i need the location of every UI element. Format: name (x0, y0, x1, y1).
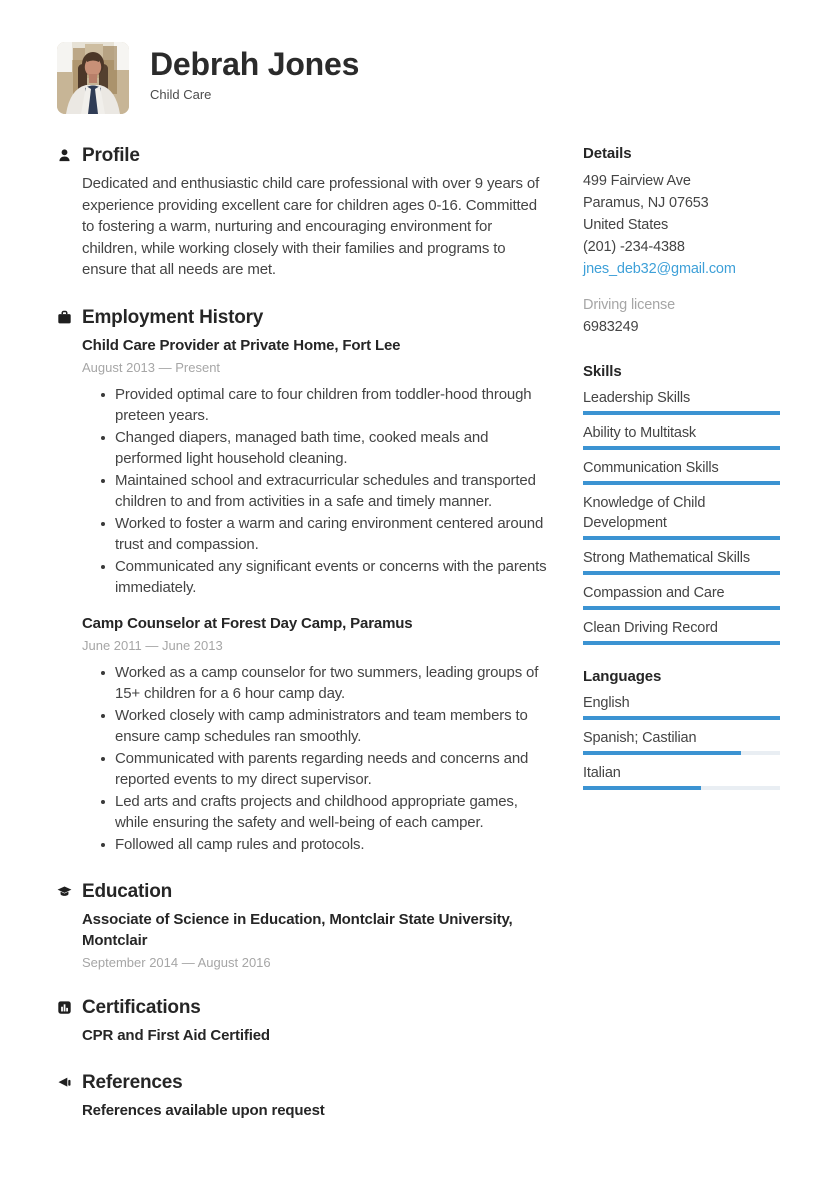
skill-item (583, 423, 780, 450)
portrait-illustration (57, 42, 129, 114)
job-bullet (82, 748, 549, 791)
candidate-name: Debrah Jones (150, 46, 360, 82)
bullet-text: Worked to foster a warm and caring environment centered around trust and compassion. (115, 514, 544, 553)
language-item-bar (583, 751, 780, 755)
skill-item-bar (583, 411, 780, 415)
main-column (57, 144, 549, 1146)
employment-heading: Employment History (82, 306, 264, 328)
candidate-job-title: Child Care (150, 87, 212, 102)
bullet-dot (101, 393, 105, 397)
job-bullet (82, 513, 549, 556)
bullet-dot (101, 714, 105, 718)
email-link[interactable]: jnes_deb32@gmail.com (583, 261, 736, 277)
certification-text: CPR and First Aid Certified (82, 1027, 270, 1044)
skill-item-bar-fill (583, 411, 780, 415)
job-bullet (82, 384, 549, 427)
education-section (57, 880, 549, 971)
skill-item-bar (583, 536, 780, 540)
skill-item (583, 618, 780, 645)
skill-item (583, 583, 780, 610)
bullet-text: Worked as a camp counselor for two summers, leading groups of 15+ children for a 6 hour camp day. (115, 663, 539, 702)
language-item-bar (583, 786, 780, 790)
driving-license-label: Driving license (583, 297, 676, 313)
skill-item-label: Leadership Skills (583, 390, 691, 406)
job-entry (82, 613, 549, 856)
job-title: Child Care Provider at Private Home, Fort Lee (82, 336, 401, 354)
address-block (583, 170, 780, 258)
bullet-text: Changed diapers, managed bath time, cooked meals and performed light household cleaning. (115, 428, 489, 467)
job-bullet-list (82, 384, 549, 599)
bullet-dot (101, 522, 105, 526)
job-title: Camp Counselor at Forest Day Camp, Paramus (82, 614, 413, 632)
skill-item (583, 548, 780, 575)
language-item (583, 763, 780, 790)
job-bullet (82, 470, 549, 513)
name-block (150, 42, 359, 102)
skill-item-label: Knowledge of Child Development (583, 495, 706, 531)
skill-item-label: Compassion and Care (583, 585, 725, 601)
chart-badge-icon (57, 1000, 72, 1015)
skill-item-bar (583, 606, 780, 610)
references-heading: References (82, 1072, 183, 1093)
job-entry (82, 335, 549, 599)
briefcase-icon (57, 310, 72, 325)
bullet-dot (101, 565, 105, 569)
education-heading: Education (82, 881, 173, 902)
certifications-heading: Certifications (82, 997, 201, 1018)
job-bullet (82, 427, 549, 470)
skill-item-bar (583, 481, 780, 485)
person-icon (57, 148, 72, 163)
references-text: References available upon request (82, 1102, 325, 1119)
languages-list (583, 693, 780, 790)
skill-item-bar-fill (583, 641, 780, 645)
job-bullet (82, 834, 549, 856)
education-degree: Associate of Science in Education, Montclair State University, Montclair (82, 911, 513, 949)
job-bullet (82, 791, 549, 834)
job-bullet (82, 705, 549, 748)
details-heading: Details (583, 145, 632, 162)
skill-item-label: Ability to Multitask (583, 425, 697, 441)
job-dates: August 2013 — Present (82, 359, 221, 375)
details-section (583, 144, 780, 338)
address-line: Paramus, NJ 07653 (583, 195, 709, 211)
skill-item (583, 388, 780, 415)
employment-section (57, 306, 549, 856)
skill-item-label: Strong Mathematical Skills (583, 550, 750, 566)
bullet-text: Communicated with parents regarding needs and concerns and reported events to my direct supervisor. (115, 749, 529, 788)
skill-item-label: Communication Skills (583, 460, 719, 476)
skill-item (583, 458, 780, 485)
bullet-dot (101, 436, 105, 440)
skills-list (583, 388, 780, 645)
address-line: United States (583, 217, 669, 233)
language-item (583, 728, 780, 755)
bullet-text: Communicated any significant events or concerns with the parents immediately. (115, 557, 547, 596)
language-item-bar-fill (583, 751, 741, 755)
certifications-section (57, 996, 549, 1046)
profile-photo (57, 42, 129, 114)
bullet-dot (101, 671, 105, 675)
bullet-dot (101, 800, 105, 804)
languages-heading: Languages (583, 668, 662, 685)
skill-item-bar-fill (583, 606, 780, 610)
language-item-label: Spanish; Castilian (583, 730, 697, 746)
job-bullet (82, 556, 549, 599)
skill-item-bar (583, 641, 780, 645)
references-section (57, 1071, 549, 1121)
content-columns (0, 114, 840, 1146)
driving-license-block (583, 294, 780, 338)
language-item-label: Italian (583, 765, 621, 781)
bullet-text: Followed all camp rules and protocols. (115, 835, 365, 853)
skill-item (583, 493, 780, 540)
job-bullet-list (82, 662, 549, 856)
language-item-bar-fill (583, 716, 780, 720)
sidebar-column (583, 144, 780, 812)
skill-item-label: Clean Driving Record (583, 620, 718, 636)
bullet-dot (101, 843, 105, 847)
bullet-dot (101, 479, 105, 483)
skills-section (583, 362, 780, 645)
skill-item-bar-fill (583, 481, 780, 485)
language-item-bar (583, 716, 780, 720)
address-line: 499 Fairview Ave (583, 173, 691, 189)
resume-header (0, 0, 840, 114)
skill-item-bar (583, 446, 780, 450)
languages-section (583, 667, 780, 790)
megaphone-icon (57, 1075, 72, 1090)
job-dates: June 2011 — June 2013 (82, 637, 223, 653)
bullet-text: Led arts and crafts projects and childhood appropriate games, while ensuring the safety and well-being of each camper. (115, 792, 518, 831)
language-item-label: English (583, 695, 630, 711)
language-item-bar-fill (583, 786, 701, 790)
skill-item-bar (583, 571, 780, 575)
address-line: (201) -234-4388 (583, 239, 685, 255)
skill-item-bar-fill (583, 571, 780, 575)
job-list (82, 335, 549, 856)
language-item (583, 693, 780, 720)
education-dates: September 2014 — August 2016 (82, 955, 271, 970)
bullet-dot (101, 757, 105, 761)
job-bullet (82, 662, 549, 705)
skills-heading: Skills (583, 363, 622, 380)
bullet-text: Worked closely with camp administrators and team members to ensure camp schedules ran smoothly. (115, 706, 528, 745)
bullet-text: Maintained school and extracurricular schedules and transported children to and from activities in a safe and timely manner. (115, 471, 536, 510)
skill-item-bar-fill (583, 446, 780, 450)
bullet-text: Provided optimal care to four children from toddler-hood through preteen years. (115, 385, 532, 424)
profile-section (57, 144, 549, 281)
driving-license-value: 6983249 (583, 319, 639, 335)
profile-text: Dedicated and enthusiastic child care professional with over 9 years of experience providing excellent care for children ages 0-16. Committed to fostering a warm, nurturing and encouraging environment for children, while working closely with their families and programs to ensure that all needs are met. (82, 175, 540, 278)
profile-heading: Profile (82, 145, 140, 166)
skill-item-bar-fill (583, 536, 780, 540)
graduation-cap-icon (57, 884, 72, 899)
